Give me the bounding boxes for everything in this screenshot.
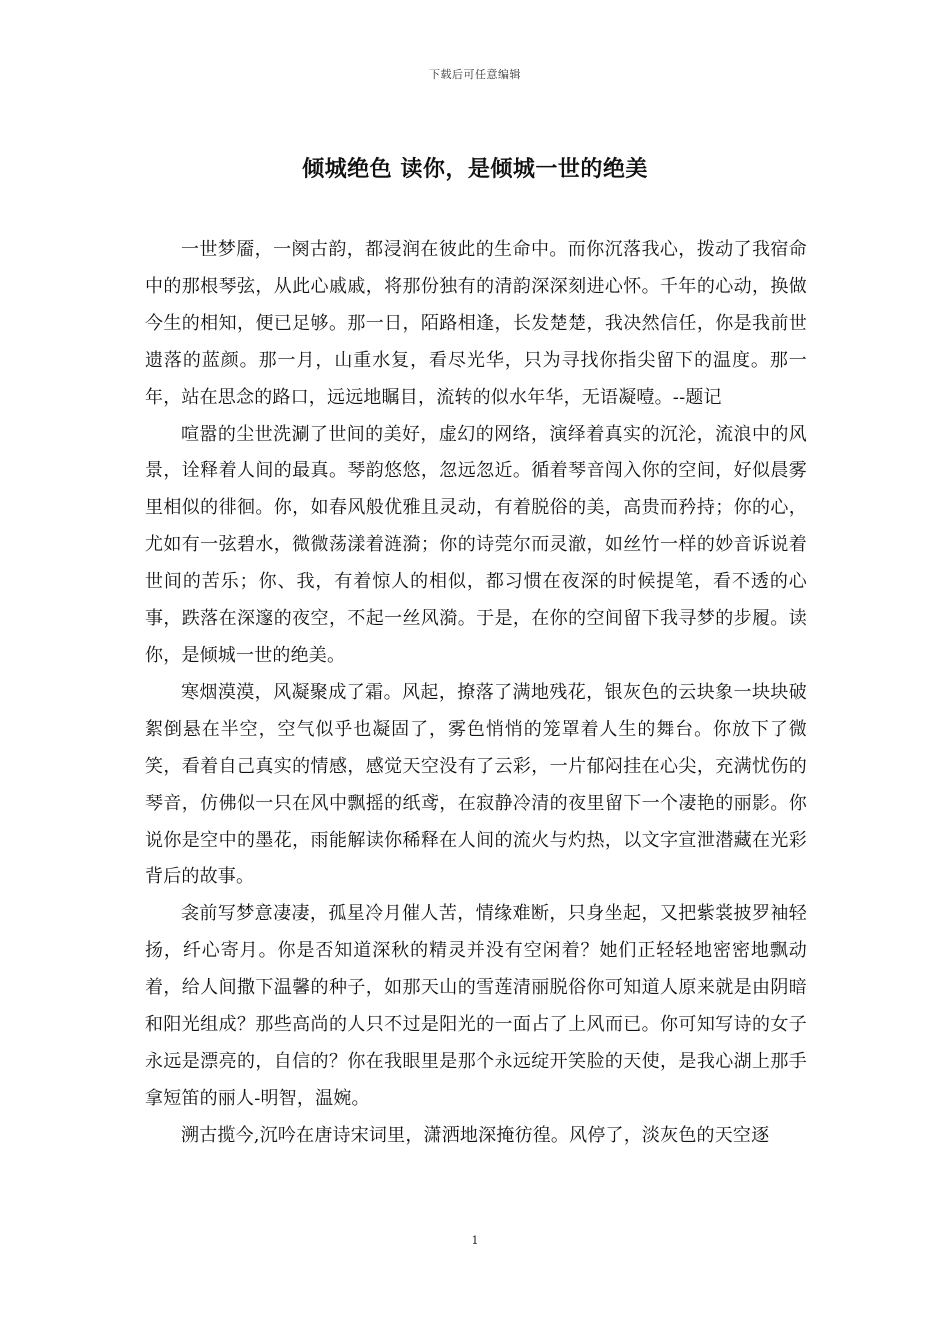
document-title: 倾城绝色 读你，是倾城一世的绝美 (302, 156, 648, 182)
paragraph-epigraph: 一世梦靥，一阕古韵，都浸润在彼此的生命中。而你沉落我心，拨动了我宿命中的那根琴弦，从此心戚戚，将那份独有的清韵深深刻进心怀。千年的心动，换做今生的相知，便已足够。那一日，陌路相逢，长发楚楚，我决然信任，你是我前世遗落的蓝颜。那一月，山重水复，看尽光华，只为寻找你指尖留下的温度。那一年，站在思念的路口，远远地瞩目，流转的似水年华，无语凝噎。--题记 (145, 239, 807, 408)
paragraph: 衾前写梦意凄凄，孤星冷月催人苦，情缘难断，只身坐起，又把紫裳披罗袖轻扬，纤心寄月。你是否知道深秋的精灵并没有空闲着？她们正轻轻地密密地飘动着，给人间撒下温馨的种子，如那天山的雪莲清丽脱俗你可知道人原来就是由阴暗和阳光组成？那些高尚的人只不过是阳光的一面占了上风而已。你可知写诗的女子永远是漂亮的，自信的？你在我眼里是那个永远绽开笑脸的天使，是我心湖上那手拿短笛的丽人-明智，温婉。 (145, 903, 807, 1109)
paragraph: 喧嚣的尘世洗涮了世间的美好，虚幻的网络，演绎着真实的沉沦，流浪中的风景，诠释着人间的最真。琴韵悠悠，忽远忽近。循着琴音闯入你的空间，好似晨雾里相似的徘徊。你，如春风般优雅且灵动，有着脱俗的美，高贵而矜持；你的心，尤如有一弦碧水，微微荡漾着涟漪；你的诗莞尔而灵澈，如丝竹一样的妙音诉说着世间的苦乐；你、我，有着惊人的相似，都习惯在夜深的时候提笔，看不透的心事，跌落在深邃的夜空，不起一丝风漪。于是，在你的空间留下我寻梦的步履。读你，是倾城一世的绝美。 (145, 423, 807, 666)
paragraph: 溯古揽今,沉吟在唐诗宋词里，潇洒地深掩彷徨。风停了，淡灰色的天空逐 (181, 1124, 770, 1146)
paragraph: 寒烟漠漠，风凝聚成了霜。风起，撩落了满地残花，银灰色的云块象一块块破絮倒悬在半空，空气似乎也凝固了，雾色悄悄的笼罩着人生的舞台。你放下了微笑，看着自己真实的情感，感觉天空没有了云彩，一片郁闷挂在心尖，充满忧伤的琴音，仿佛似一只在风中飘摇的纸鸢，在寂静冷清的夜里留下一个凄艳的丽影。你说你是空中的墨花，雨能解读你稀释在人间的流火与灼热，以文字宣泄潜藏在光彩背后的故事。 (145, 681, 807, 888)
page-number: 1 (471, 1234, 479, 1247)
header-note: 下载后可任意编辑 (429, 68, 521, 81)
document-body (145, 232, 807, 1155)
